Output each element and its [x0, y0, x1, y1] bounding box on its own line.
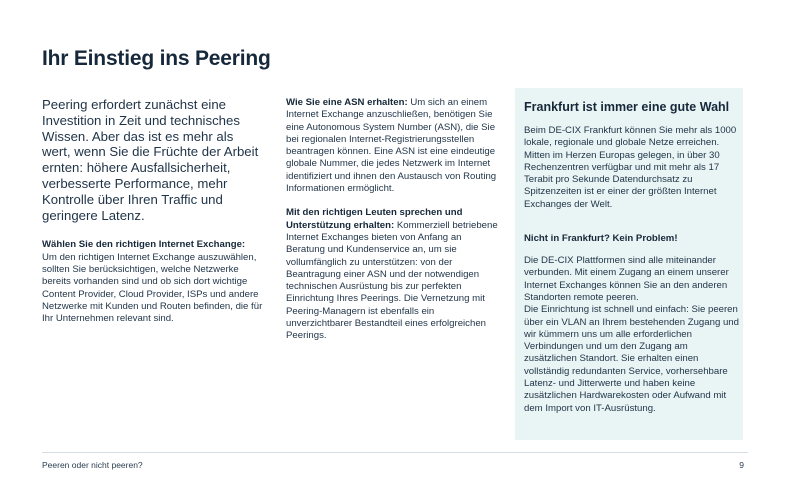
asn-text: Um sich an einem Internet Exchange anzuschließen, benötigen Sie eine Autonomous System Number (ASN), die Sie bei regionalen Internet-Registrierungsstellen beantragen können. Eine ASN ist eine eindeutige globale Nummer, die jedes Netzwerk im Internet identifiziert und ihnen den Austausch von Routing Informationen ermöglicht.: [286, 97, 497, 195]
box-title: Frankfurt ist immer eine gute Wahl: [524, 100, 730, 114]
frankfurt-info-box: [515, 88, 743, 440]
exchange-section: [42, 239, 264, 325]
box-subtitle: Nicht in Frankfurt? Kein Problem!: [524, 233, 678, 245]
support-text: Kommerziell betriebene Internet Exchanges bieten von Anfang an Beratung und Kundenservice an, um sie vollumfänglich zu unterstützen: von der Beantragung einer ASN und der notwendigen technischen Ausrüstung bis zur perfekten Einrichtung Ihres Peerings. Die Vernetzung mit Peering-Managern ist ebenfalls ein unverzichtbarer Bestandteil eines erfolgreichen Peerings.: [286, 219, 498, 342]
asn-section: [286, 97, 498, 195]
box-text-2a: Die DE-CIX Plattformen sind alle miteinander verbunden. Mit einem Zugang an einem unserer Internet Exchanges können Sie an den anderen Standorten remote peeren.: [524, 255, 729, 303]
page-number: 9: [739, 460, 744, 470]
intro-paragraph: Peering erfordert zunächst eine Investition in Zeit und technisches Wissen. Aber das ist es mehr als wert, wenn Sie die Früchte der Arbeit ernten: höhere Ausfallsicherheit, verbesserte Performance, mehr Kontrolle über Ihren Traffic und geringere Latenz.: [42, 97, 259, 223]
exchange-heading: Wählen Sie den richtigen Internet Exchange:: [42, 239, 246, 251]
asn-heading: Wie Sie eine ASN erhalten:: [286, 97, 408, 108]
footer-text: Peeren oder nicht peeren?: [42, 460, 143, 470]
left-column: [42, 97, 264, 325]
page-title: Ihr Einstieg ins Peering: [42, 47, 271, 70]
box-text-1: Beim DE-CIX Frankfurt können Sie mehr als 1000 lokale, regionale und globale Netze erreichen. Mitten im Herzen Europas gelegen, in über 30 Rechenzentren verfügbar und mit mehr als 17 Terabit pro Sekunde Datendurchsatz zu Spitzenzeiten ist er einer der größten Internet Exchanges der Welt.: [524, 125, 737, 210]
footer-divider: [42, 452, 748, 453]
support-heading: Mit den richtigen Leuten sprechen und Unterstützung erhalten:: [286, 207, 463, 231]
box-text-2b: Die Einrichtung ist schnell und einfach: Sie peeren über ein VLAN an Ihrem bestehenden Zugang und wir kümmern uns um alle erforderlichen Verbindungen und um den Zugang am zusätzlichen Standort. Sie erhalten einen vollständig redundanten Service, vorhersehbare Latenz- und Jitterwerte und haben keine zusätzlichen Hardwarekosten oder Aufwand mit dem Import von IT-Ausrüstung.: [524, 304, 739, 414]
middle-column: [286, 97, 498, 355]
exchange-text: Um den richtigen Internet Exchange auszuwählen, sollten Sie berücksichtigen, welche Netzwerke bereits vorhanden sind und ob sich dort wichtige Content Provider, Cloud Provider, ISPs und andere Netzwerke mit Kunden und Routen befinden, die für Ihr Unternehmen relevant sind.: [42, 251, 263, 325]
support-section: [286, 207, 498, 342]
